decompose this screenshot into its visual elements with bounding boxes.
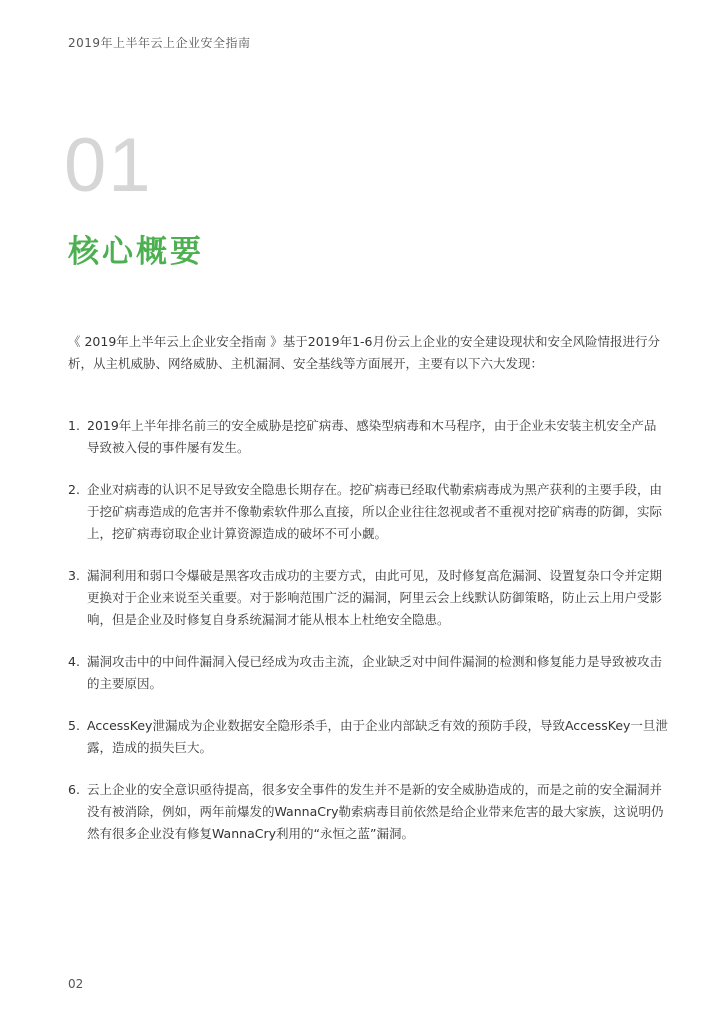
- finding-item: [68, 479, 668, 545]
- intro-paragraph: 《 2019年上半年云上企业安全指南 》基于2019年1-6月份云上企业的安全建设现状和安全风险情报进行分析，从主机威胁、网络威胁、主机漏洞、安全基线等方面展开，主要有以下六大发现：: [68, 334, 660, 371]
- finding-item: [68, 415, 668, 459]
- finding-number: 3.: [68, 568, 80, 583]
- finding-item: [68, 651, 668, 695]
- finding-text: 漏洞攻击中的中间件漏洞入侵已经成为攻击主流，企业缺乏对中间件漏洞的检测和修复能力是导致被攻击的主要原因。: [87, 654, 663, 691]
- findings-list: [68, 415, 668, 865]
- section-title: 核心概要: [68, 234, 204, 270]
- page-number: 02: [68, 977, 84, 991]
- finding-number: 4.: [68, 654, 80, 669]
- finding-text: AccessKey泄漏成为企业数据安全隐形杀手，由于企业内部缺乏有效的预防手段，导致AccessKey一旦泄露，造成的损失巨大。: [87, 718, 668, 755]
- finding-text: 企业对病毒的认识不足导致安全隐患长期存在。挖矿病毒已经取代勒索病毒成为黑产获利的主要手段，由于挖矿病毒造成的危害并不像勒索软件那么直接，所以企业往往忽视或者不重视对挖矿病毒的防御，实际上，挖矿病毒窃取企业计算资源造成的破坏不可小觑。: [87, 482, 663, 541]
- finding-text: 云上企业的安全意识亟待提高，很多安全事件的发生并不是新的安全威胁造成的，而是之前的安全漏洞并没有被消除，例如，两年前爆发的WannaCry勒索病毒目前依然是给企业带来危害的最大家族，这说明仍然有很多企业没有修复WannaCry利用的“永恒之蓝”漏洞。: [87, 782, 664, 841]
- finding-number: 6.: [68, 782, 80, 797]
- finding-item: [68, 565, 668, 631]
- finding-number: 5.: [68, 718, 80, 733]
- finding-number: 2.: [68, 482, 80, 497]
- finding-item: [68, 715, 668, 759]
- finding-number: 1.: [68, 418, 80, 433]
- finding-text: 漏洞利用和弱口令爆破是黑客攻击成功的主要方式，由此可见，及时修复高危漏洞、设置复杂口令并定期更换对于企业来说至关重要。对于影响范围广泛的漏洞，阿里云会上线默认防御策略，防止云上用户受影响，但是企业及时修复自身系统漏洞才能从根本上杜绝安全隐患。: [87, 568, 663, 627]
- finding-text: 2019年上半年排名前三的安全威胁是挖矿病毒、感染型病毒和木马程序，由于企业未安装主机安全产品导致被入侵的事件屡有发生。: [87, 418, 657, 455]
- document-header: 2019年上半年云上企业安全指南: [68, 36, 251, 50]
- finding-item: [68, 779, 668, 845]
- section-number: 01: [64, 123, 153, 208]
